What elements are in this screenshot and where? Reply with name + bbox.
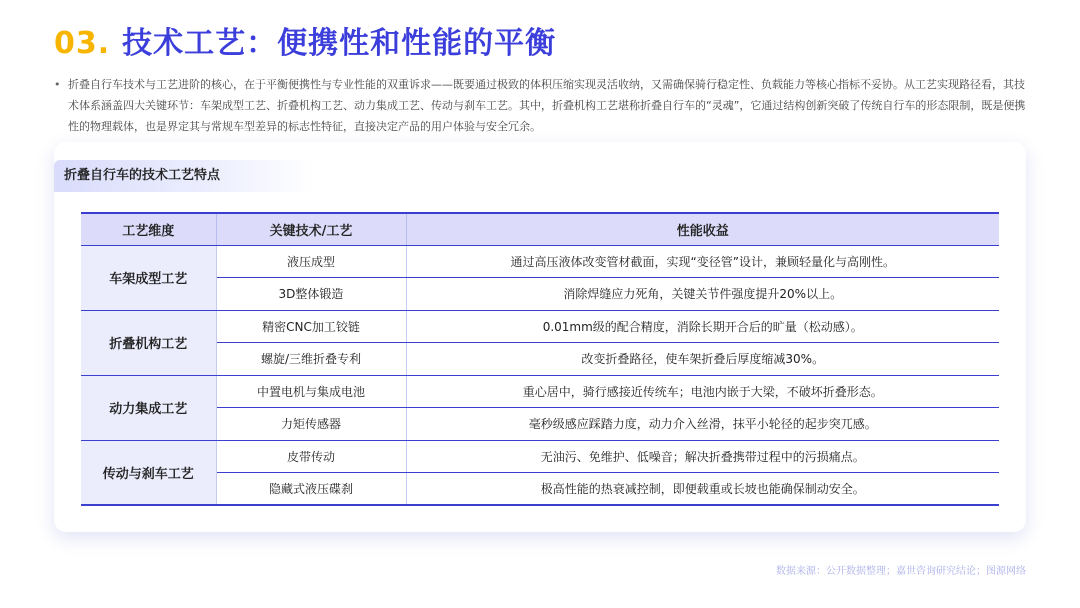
benefit-cell: 改变折叠路径，使车架折叠后厚度缩减30%。	[406, 343, 999, 376]
section-number: 03.	[54, 26, 111, 61]
card-heading: 折叠自行车的技术工艺特点	[54, 160, 314, 192]
tech-cell: 力矩传感器	[216, 408, 406, 441]
tech-cell: 中置电机与集成电池	[216, 375, 406, 408]
benefit-cell: 无油污、免维护、低噪音；解决折叠携带过程中的污损痛点。	[406, 440, 999, 473]
tech-cell: 3D整体锻造	[216, 278, 406, 311]
table-header-row	[81, 213, 999, 245]
tech-cell: 皮带传动	[216, 440, 406, 473]
table-row	[81, 473, 999, 506]
benefit-cell: 毫秒级感应踩踏力度，动力介入丝滑，抹平小轮径的起步突兀感。	[406, 408, 999, 441]
benefit-cell: 消除焊缝应力死角，关键关节件强度提升20%以上。	[406, 278, 999, 311]
tech-table	[81, 212, 999, 506]
benefit-cell: 重心居中，骑行感接近传统车；电池内嵌于大梁，不破坏折叠形态。	[406, 375, 999, 408]
benefit-cell: 通过高压液体改变管材截面，实现“变径管”设计，兼顾轻量化与高刚性。	[406, 245, 999, 278]
source-note: 数据来源：公开数据整理；嘉世咨询研究结论；图源网络	[776, 566, 1026, 577]
page-title	[54, 18, 556, 62]
table-row	[81, 310, 999, 343]
dimension-cell: 传动与刹车工艺	[81, 440, 216, 505]
table-row	[81, 343, 999, 376]
section-title: 技术工艺：便携性和性能的平衡	[122, 26, 557, 61]
tech-cell: 隐藏式液压碟刹	[216, 473, 406, 506]
table-row	[81, 440, 999, 473]
table-row	[81, 408, 999, 441]
table-row	[81, 278, 999, 311]
table-row	[81, 245, 999, 278]
dimension-cell: 车架成型工艺	[81, 245, 216, 310]
benefit-cell: 极高性能的热衰减控制，即便载重或长坡也能确保制动安全。	[406, 473, 999, 506]
benefit-cell: 0.01mm级的配合精度，消除长期开合后的旷量（松动感）。	[406, 310, 999, 343]
header-benefit: 性能收益	[406, 213, 999, 245]
dimension-cell: 折叠机构工艺	[81, 310, 216, 375]
header-dimension: 工艺维度	[81, 213, 216, 245]
intro-paragraph	[54, 74, 1034, 137]
table-row	[81, 375, 999, 408]
tech-cell: 螺旋/三维折叠专利	[216, 343, 406, 376]
tech-cell: 精密CNC加工铰链	[216, 310, 406, 343]
intro-text: 折叠自行车技术与工艺进阶的核心，在于平衡便携性与专业性能的双重诉求——既要通过极致的体积压缩实现灵活收纳，又需确保骑行稳定性、负载能力等核心指标不妥协。从工艺实现路径看，其技术体系涵盖四大关键环节：车架成型工艺、折叠机构工艺、动力集成工艺、传动与刹车工艺。其中，折叠机构工艺堪称折叠自行车的“灵魂”，它通过结构创新突破了传统自行车的形态限制，既是便携性的物理载体，也是界定其与常规车型差异的标志性特征，直接决定产品的用户体验与安全冗余。	[68, 78, 1026, 133]
tech-cell: 液压成型	[216, 245, 406, 278]
dimension-cell: 动力集成工艺	[81, 375, 216, 440]
bullet-icon: •	[54, 78, 61, 91]
header-tech: 关键技术/工艺	[216, 213, 406, 245]
content-card	[54, 142, 1026, 532]
